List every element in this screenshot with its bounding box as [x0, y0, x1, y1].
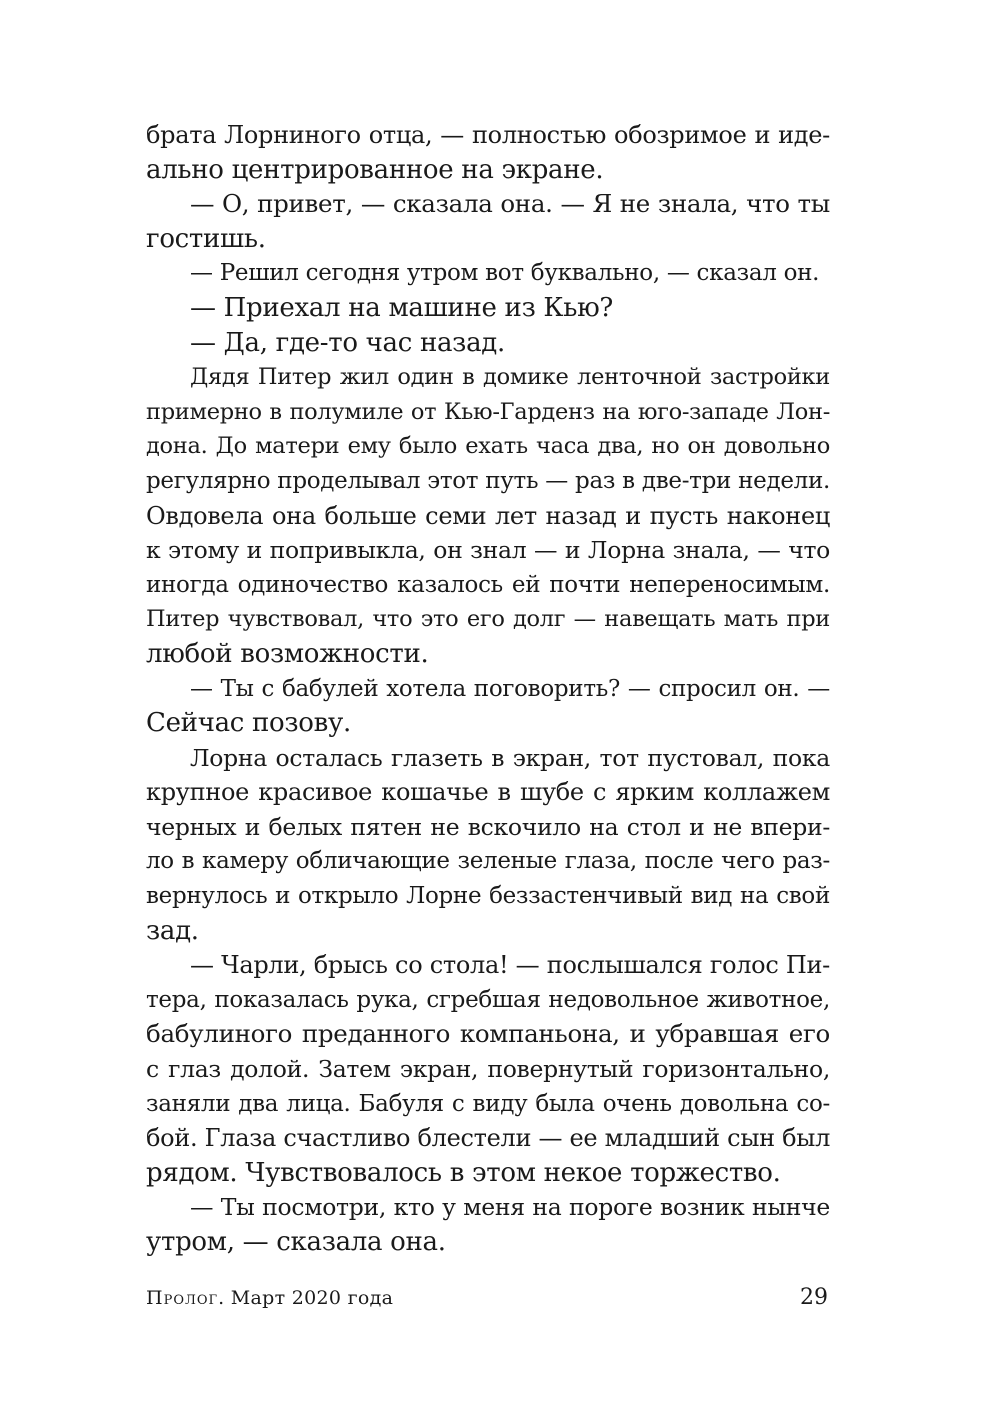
text-line: рядом. Чувствовалось в этом некое торжество.	[146, 1157, 781, 1188]
text-line: Овдовела она больше семи лет назад и пусть наконец	[146, 501, 830, 530]
text-line: бабулиного преданного компаньона, и убравшая его	[146, 1019, 830, 1049]
text-line: — Ты посмотри, кто у меня на пороге возник нынче	[190, 1193, 830, 1222]
running-head-section: Пролог	[146, 1287, 219, 1309]
text-line: — Чарли, брысь со стола! — послышался голос Пи-	[190, 951, 830, 980]
text-line: тера, показалась рука, сгребшая недовольное животное,	[146, 986, 830, 1013]
text-line: утром, — сказала она.	[146, 1227, 446, 1257]
text-line: — Решил сегодня утром вот буквально, — сказал он.	[190, 260, 820, 287]
text-line: ально центрированное на экране.	[146, 154, 604, 185]
text-line: ло в камеру обличающие зеленые глаза, после чего раз-	[146, 848, 830, 875]
text-line: примерно в полумиле от Кью-Гарденз на юго-западе Лон-	[146, 398, 830, 425]
text-line: регулярно проделывал этот путь — раз в две-три недели.	[146, 467, 830, 494]
text-line: брата Лорниного отца, — полностью обозримое и иде-	[146, 121, 830, 149]
running-head	[146, 1283, 393, 1313]
text-line: Сейчас позову.	[146, 708, 351, 739]
text-line: — О, привет, — сказала она. — Я не знала, что ты	[190, 189, 830, 219]
text-line: заняли два лица. Бабуля с виду была очень довольна со-	[146, 1090, 830, 1117]
text-line: любой возможности.	[146, 638, 429, 669]
page-number: 29	[800, 1285, 828, 1310]
page-footer	[146, 1283, 830, 1313]
text-line: к этому и попривыкла, он знал — и Лорна знала, — что	[146, 536, 830, 565]
text-line: с глаз долой. Затем экран, повернутый горизонтально,	[146, 1055, 830, 1084]
text-line: — Приехал на машине из Кью?	[190, 292, 614, 323]
text-line: бой. Глаза счастливо блестели — ее младший сын был	[146, 1124, 830, 1153]
running-head-title: . Март 2020 года	[218, 1287, 394, 1309]
text-line: иногда одиночество казалось ей почти непереносимым.	[146, 571, 830, 598]
text-line: дона. До матери ему было ехать часа два, но он довольно	[146, 433, 830, 460]
text-line: вернулось и открыло Лорне беззастенчивый вид на свой	[146, 883, 830, 910]
body-text	[146, 118, 830, 1260]
text-line: гостишь.	[146, 223, 266, 254]
text-line: — Ты с бабулей хотела поговорить? — спросил он. —	[190, 675, 830, 702]
text-line: — Да, где-то час назад.	[190, 327, 505, 358]
text-line: крупное красивое кошачье в шубе с ярким коллажем	[146, 778, 830, 807]
text-line: Дядя Питер жил один в домике ленточной застройки	[190, 364, 830, 391]
text-line: зад.	[146, 915, 199, 946]
text-line: черных и белых пятен не вскочило на стол и не впери-	[146, 812, 830, 841]
text-line: Питер чувствовал, что это его долг — навещать мать при	[146, 606, 830, 633]
text-line: Лорна осталась глазеть в экран, тот пустовал, пока	[190, 743, 830, 772]
